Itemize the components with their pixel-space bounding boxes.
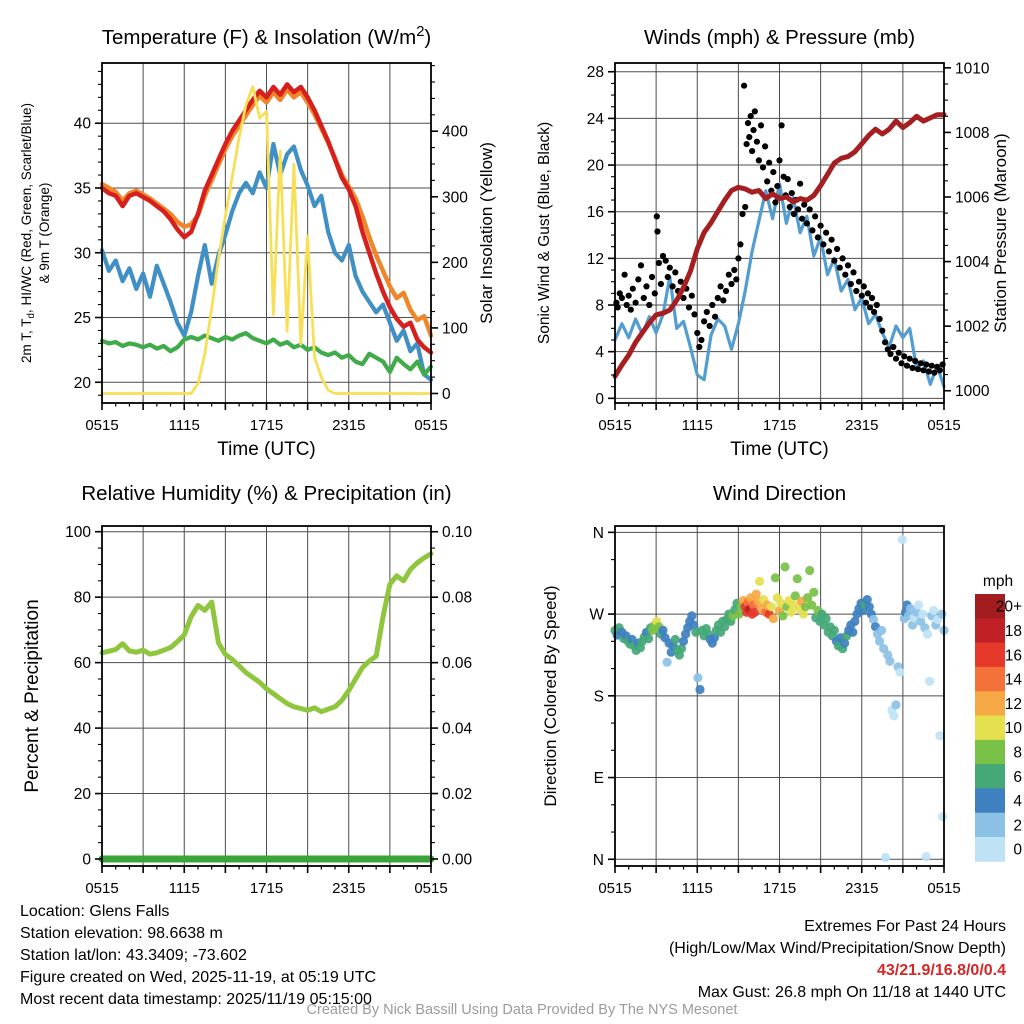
svg-text:Time (UTC): Time (UTC) xyxy=(217,439,316,460)
svg-text:1002: 1002 xyxy=(955,318,990,336)
svg-text:0515: 0515 xyxy=(414,880,448,897)
grid xyxy=(615,63,944,403)
temperature-insolation-chart xyxy=(19,24,496,460)
svg-text:0515: 0515 xyxy=(598,417,632,434)
svg-text:35: 35 xyxy=(73,180,91,198)
svg-text:Relative Humidity (%) & Precip: Relative Humidity (%) & Precipitation (in) xyxy=(81,482,452,505)
svg-text:N: N xyxy=(592,851,604,869)
station-info xyxy=(20,901,376,1011)
svg-text:E: E xyxy=(593,770,604,788)
speed-colorbar xyxy=(975,573,1022,862)
svg-text:60: 60 xyxy=(73,655,91,673)
svg-text:24: 24 xyxy=(586,110,604,128)
y-left-axis xyxy=(536,64,615,408)
svg-text:25: 25 xyxy=(73,310,91,328)
station-elevation: Station elevation: 98.6638 m xyxy=(20,925,223,942)
station-location: Location: Glens Falls xyxy=(20,903,170,920)
svg-text:8: 8 xyxy=(595,297,604,315)
svg-text:12: 12 xyxy=(1004,695,1022,713)
svg-text:18: 18 xyxy=(1004,622,1022,640)
svg-text:4: 4 xyxy=(1013,793,1022,811)
svg-text:0.06: 0.06 xyxy=(442,655,473,673)
svg-text:N: N xyxy=(592,524,604,542)
svg-text:0515: 0515 xyxy=(927,417,961,434)
svg-text:2315: 2315 xyxy=(845,417,879,434)
figure-created-timestamp: Figure created on Wed, 2025-11-19, at 05:19 UTC xyxy=(20,969,377,986)
svg-text:20+: 20+ xyxy=(995,598,1022,616)
svg-text:16: 16 xyxy=(1004,647,1022,665)
svg-text:0: 0 xyxy=(442,385,451,403)
svg-text:20: 20 xyxy=(73,786,91,804)
svg-text:28: 28 xyxy=(586,64,604,82)
svg-text:14: 14 xyxy=(1004,671,1022,689)
svg-text:Percent & Precipitation: Percent & Precipitation xyxy=(22,599,43,793)
svg-text:Sonic Wind & Gust (Blue, Black: Sonic Wind & Gust (Blue, Black) xyxy=(536,121,553,345)
svg-text:W: W xyxy=(589,606,604,624)
svg-text:0.00: 0.00 xyxy=(442,851,473,869)
svg-text:0.02: 0.02 xyxy=(442,786,473,804)
svg-text:1115: 1115 xyxy=(681,880,713,897)
svg-text:0: 0 xyxy=(82,851,91,869)
svg-text:0515: 0515 xyxy=(85,880,119,897)
svg-text:16: 16 xyxy=(586,204,604,222)
wind-direction-chart xyxy=(541,482,1022,897)
svg-text:0515: 0515 xyxy=(598,880,632,897)
svg-text:40: 40 xyxy=(73,115,91,133)
svg-text:8: 8 xyxy=(1013,744,1022,762)
svg-text:4: 4 xyxy=(595,344,604,362)
svg-text:100: 100 xyxy=(442,320,468,338)
svg-text:0: 0 xyxy=(1013,841,1022,859)
svg-text:Time (UTC): Time (UTC) xyxy=(730,439,829,460)
svg-text:mph: mph xyxy=(982,573,1014,590)
svg-text:10: 10 xyxy=(1004,720,1022,738)
svg-text:2: 2 xyxy=(1013,817,1022,835)
svg-text:1000: 1000 xyxy=(955,383,990,401)
svg-text:1004: 1004 xyxy=(955,254,990,272)
svg-text:2315: 2315 xyxy=(332,417,366,434)
svg-text:0: 0 xyxy=(595,390,604,408)
svg-text:400: 400 xyxy=(442,123,468,141)
y-right-axis xyxy=(431,524,473,868)
credit-line: Created By Nick Bassill Using Data Provided By The NYS Mesonet xyxy=(306,1002,738,1018)
svg-text:0515: 0515 xyxy=(927,880,961,897)
station-latlon: Station lat/lon: 43.3409; -73.602 xyxy=(20,947,247,964)
svg-text:1115: 1115 xyxy=(168,417,200,434)
svg-text:S: S xyxy=(593,688,604,706)
svg-text:0.04: 0.04 xyxy=(442,720,473,738)
winds-pressure-chart xyxy=(536,26,1010,460)
svg-text:0.10: 0.10 xyxy=(442,524,473,542)
svg-text:80: 80 xyxy=(73,589,91,607)
x-axis xyxy=(598,403,960,460)
svg-text:2315: 2315 xyxy=(845,880,879,897)
svg-text:1715: 1715 xyxy=(249,417,284,434)
svg-text:1008: 1008 xyxy=(955,124,990,142)
svg-text:1006: 1006 xyxy=(955,189,990,207)
extremes-summary xyxy=(669,916,1006,1004)
svg-text:Temperature (F) & Insolation (: Temperature (F) & Insolation $(W/m^2)$ xyxy=(101,24,432,49)
y-left-axis xyxy=(19,71,102,395)
humidity-precip-chart xyxy=(22,482,473,897)
grid xyxy=(102,526,431,866)
svg-text:Wind Direction: Wind Direction xyxy=(712,482,847,505)
svg-text:1715: 1715 xyxy=(762,880,797,897)
extremes-subtitle: (High/Low/Max Wind/Precipitation/Snow Depth) xyxy=(668,940,1006,957)
svg-text:0515: 0515 xyxy=(414,417,448,434)
extremes-values: 43/21.9/16.8/0/0.4 xyxy=(877,962,1006,979)
extremes-title: Extremes For Past 24 Hours xyxy=(804,918,1006,935)
svg-text:0.08: 0.08 xyxy=(442,589,473,607)
svg-text:1115: 1115 xyxy=(681,417,713,434)
x-axis xyxy=(598,866,960,897)
svg-text:1010: 1010 xyxy=(955,60,990,78)
svg-text:1715: 1715 xyxy=(762,417,797,434)
svg-text:20: 20 xyxy=(586,157,604,175)
svg-text:100: 100 xyxy=(65,524,91,542)
svg-text:40: 40 xyxy=(73,720,91,738)
svg-text:1715: 1715 xyxy=(249,880,284,897)
svg-text:20: 20 xyxy=(73,374,91,392)
svg-text:2m T, Td, HI/WC (Red, Green, S: 2m T, $T_d$, HI/WC (Red, Green, Scarlet/Blue) xyxy=(19,103,37,363)
y-left-axis xyxy=(22,524,102,868)
svg-text:Solar Insolation (Yellow): Solar Insolation (Yellow) xyxy=(477,142,496,324)
y-right-axis xyxy=(431,66,496,403)
svg-text:2315: 2315 xyxy=(332,880,366,897)
y-right-axis xyxy=(944,60,1010,400)
svg-text:Direction (Colored By Speed): Direction (Colored By Speed) xyxy=(541,585,560,807)
recent-data-timestamp: Most recent data timestamp: 2025/11/19 05:15:00 xyxy=(20,991,372,1008)
svg-text:1115: 1115 xyxy=(168,880,200,897)
svg-text:30: 30 xyxy=(73,245,91,263)
svg-text:0515: 0515 xyxy=(85,417,119,434)
svg-text:12: 12 xyxy=(586,250,604,268)
svg-text:Station Pressure (Maroon): Station Pressure (Maroon) xyxy=(991,133,1010,333)
svg-text:200: 200 xyxy=(442,254,468,272)
svg-text:300: 300 xyxy=(442,189,468,207)
max-gust-text: Max Gust: 26.8 mph On 11/18 at 1440 UTC xyxy=(697,984,1006,1001)
y-left-axis xyxy=(541,525,615,869)
x-axis xyxy=(85,866,447,897)
svg-text:Winds (mph) & Pressure (mb): Winds (mph) & Pressure (mb) xyxy=(643,26,916,49)
x-axis xyxy=(85,403,447,460)
svg-text:6: 6 xyxy=(1013,768,1022,786)
svg-text:& 9m T (Orange): & 9m T (Orange) xyxy=(37,182,52,284)
